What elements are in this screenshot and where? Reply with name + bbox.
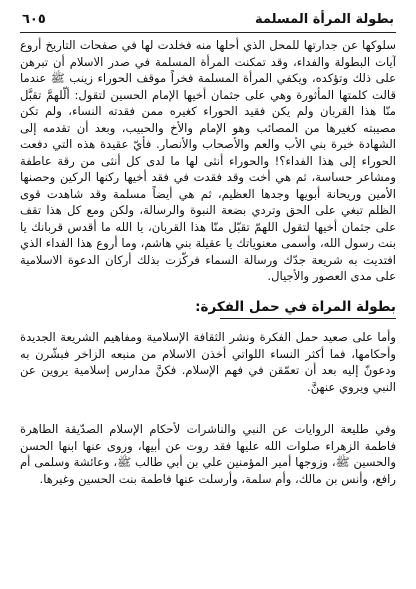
- body-paragraph-2: وأما على صعيد حمل الفكرة ونشر الثقافة الإسلامية ومفاهيم الشريعة الجديدة وأحكامها، فما أكثر النساء اللواتي أخذن الاسلام من منبعه الزاخر فبشّرن به ودعونّ إليه بعد أن تعمّقن في فهم الإسلام. فكنَّ مدارس إسلامية يروين عن النبي ويروي عنهنَّ.: [20, 330, 396, 394]
- body-paragraph-1: سلوكها عن جدارتها للمحل الذي أحلها منه فخلدت لها في صفحات التاريخ أروع آيات البطولة والفداء، وقد تمكنت المرأة المسلمة في صدر الاسلام أن تبرهن على ذلك وتؤكده، ويكفي المرأة المسلمة فخراً موقف الحوراء زينب ﷺ عندما قالت كلمتها المأثورة وهي على جثمان أخيها الإمام الحسين لتقول: ألّلهمَّ تقبَّل منّا هذا القربان ولم يكن فقيد الحوراء كغيره ممن فقدته النساء، ولم تكن مصيبته كغيرها من المصائب وهو الإمام والأخ والحبيب، وبعد أن تقدمه إلى الشهادة خيرة بني الأب والعم والأصحاب والأنصار. فأيّ عقيدة هذه التي دفعت الحوراء إلى هذا الفداء؟! والحوراء أنثى لها ما لدى كل أنثى من رقة عاطفة ومشاعر حساسة، ثم هي أخت وقد فقدت في فقد أخيها ركنها الركين وحصنها الأمين وريحانة أبويها وجدها العظيم، ثم هي أيضاً مسلمة وقد شاهدت قوى الظلم تبغي على الحق وتردي بضعة النبوة والرسالة، ولكن ومع كل هذا تقف على جثمان أخيها لتقول اللهمّ تقبّل منّا هذا القربان، يا الله ما أقدس قربانك يا بنت رسول الله، وأسمى معنوياتك يا عقيلة بني هاشم، وما أروع هذا الفداء الذي افتديت به شريعة جدّك ورسالة السماء فركّزت بذلك أركان الدعوة الاسلامية على مدى العصور والأجيال.: [20, 38, 396, 283]
- page-header: [20, 12, 396, 32]
- section-heading: بطولة المراة في حمل الفكرة:: [195, 299, 396, 315]
- body-paragraph-3: وفي طليعة الروايات عن النبي والناشرات لأحكام الإسلام الصدّيقة الطاهرة فاطمة الزهراء صلوات الله عليها فقد روت عن أبيها، وروى عنها ابنها الحسن والحسين ﷺ، وزوجها أمير المؤمنين علي بن أبي طالب ﷺ، وعائشة وسلمى أم رافع، وأنس بن مالك، وأم سلمة، وأرسلت عنها فاطمة بنت الحسين وغيرها.: [20, 422, 396, 486]
- running-title: بطولة المرأة المسلمة: [255, 12, 394, 27]
- section-heading-underline: [220, 318, 396, 319]
- page-number: ٦٠٥: [22, 12, 46, 27]
- header-rule: [20, 32, 396, 33]
